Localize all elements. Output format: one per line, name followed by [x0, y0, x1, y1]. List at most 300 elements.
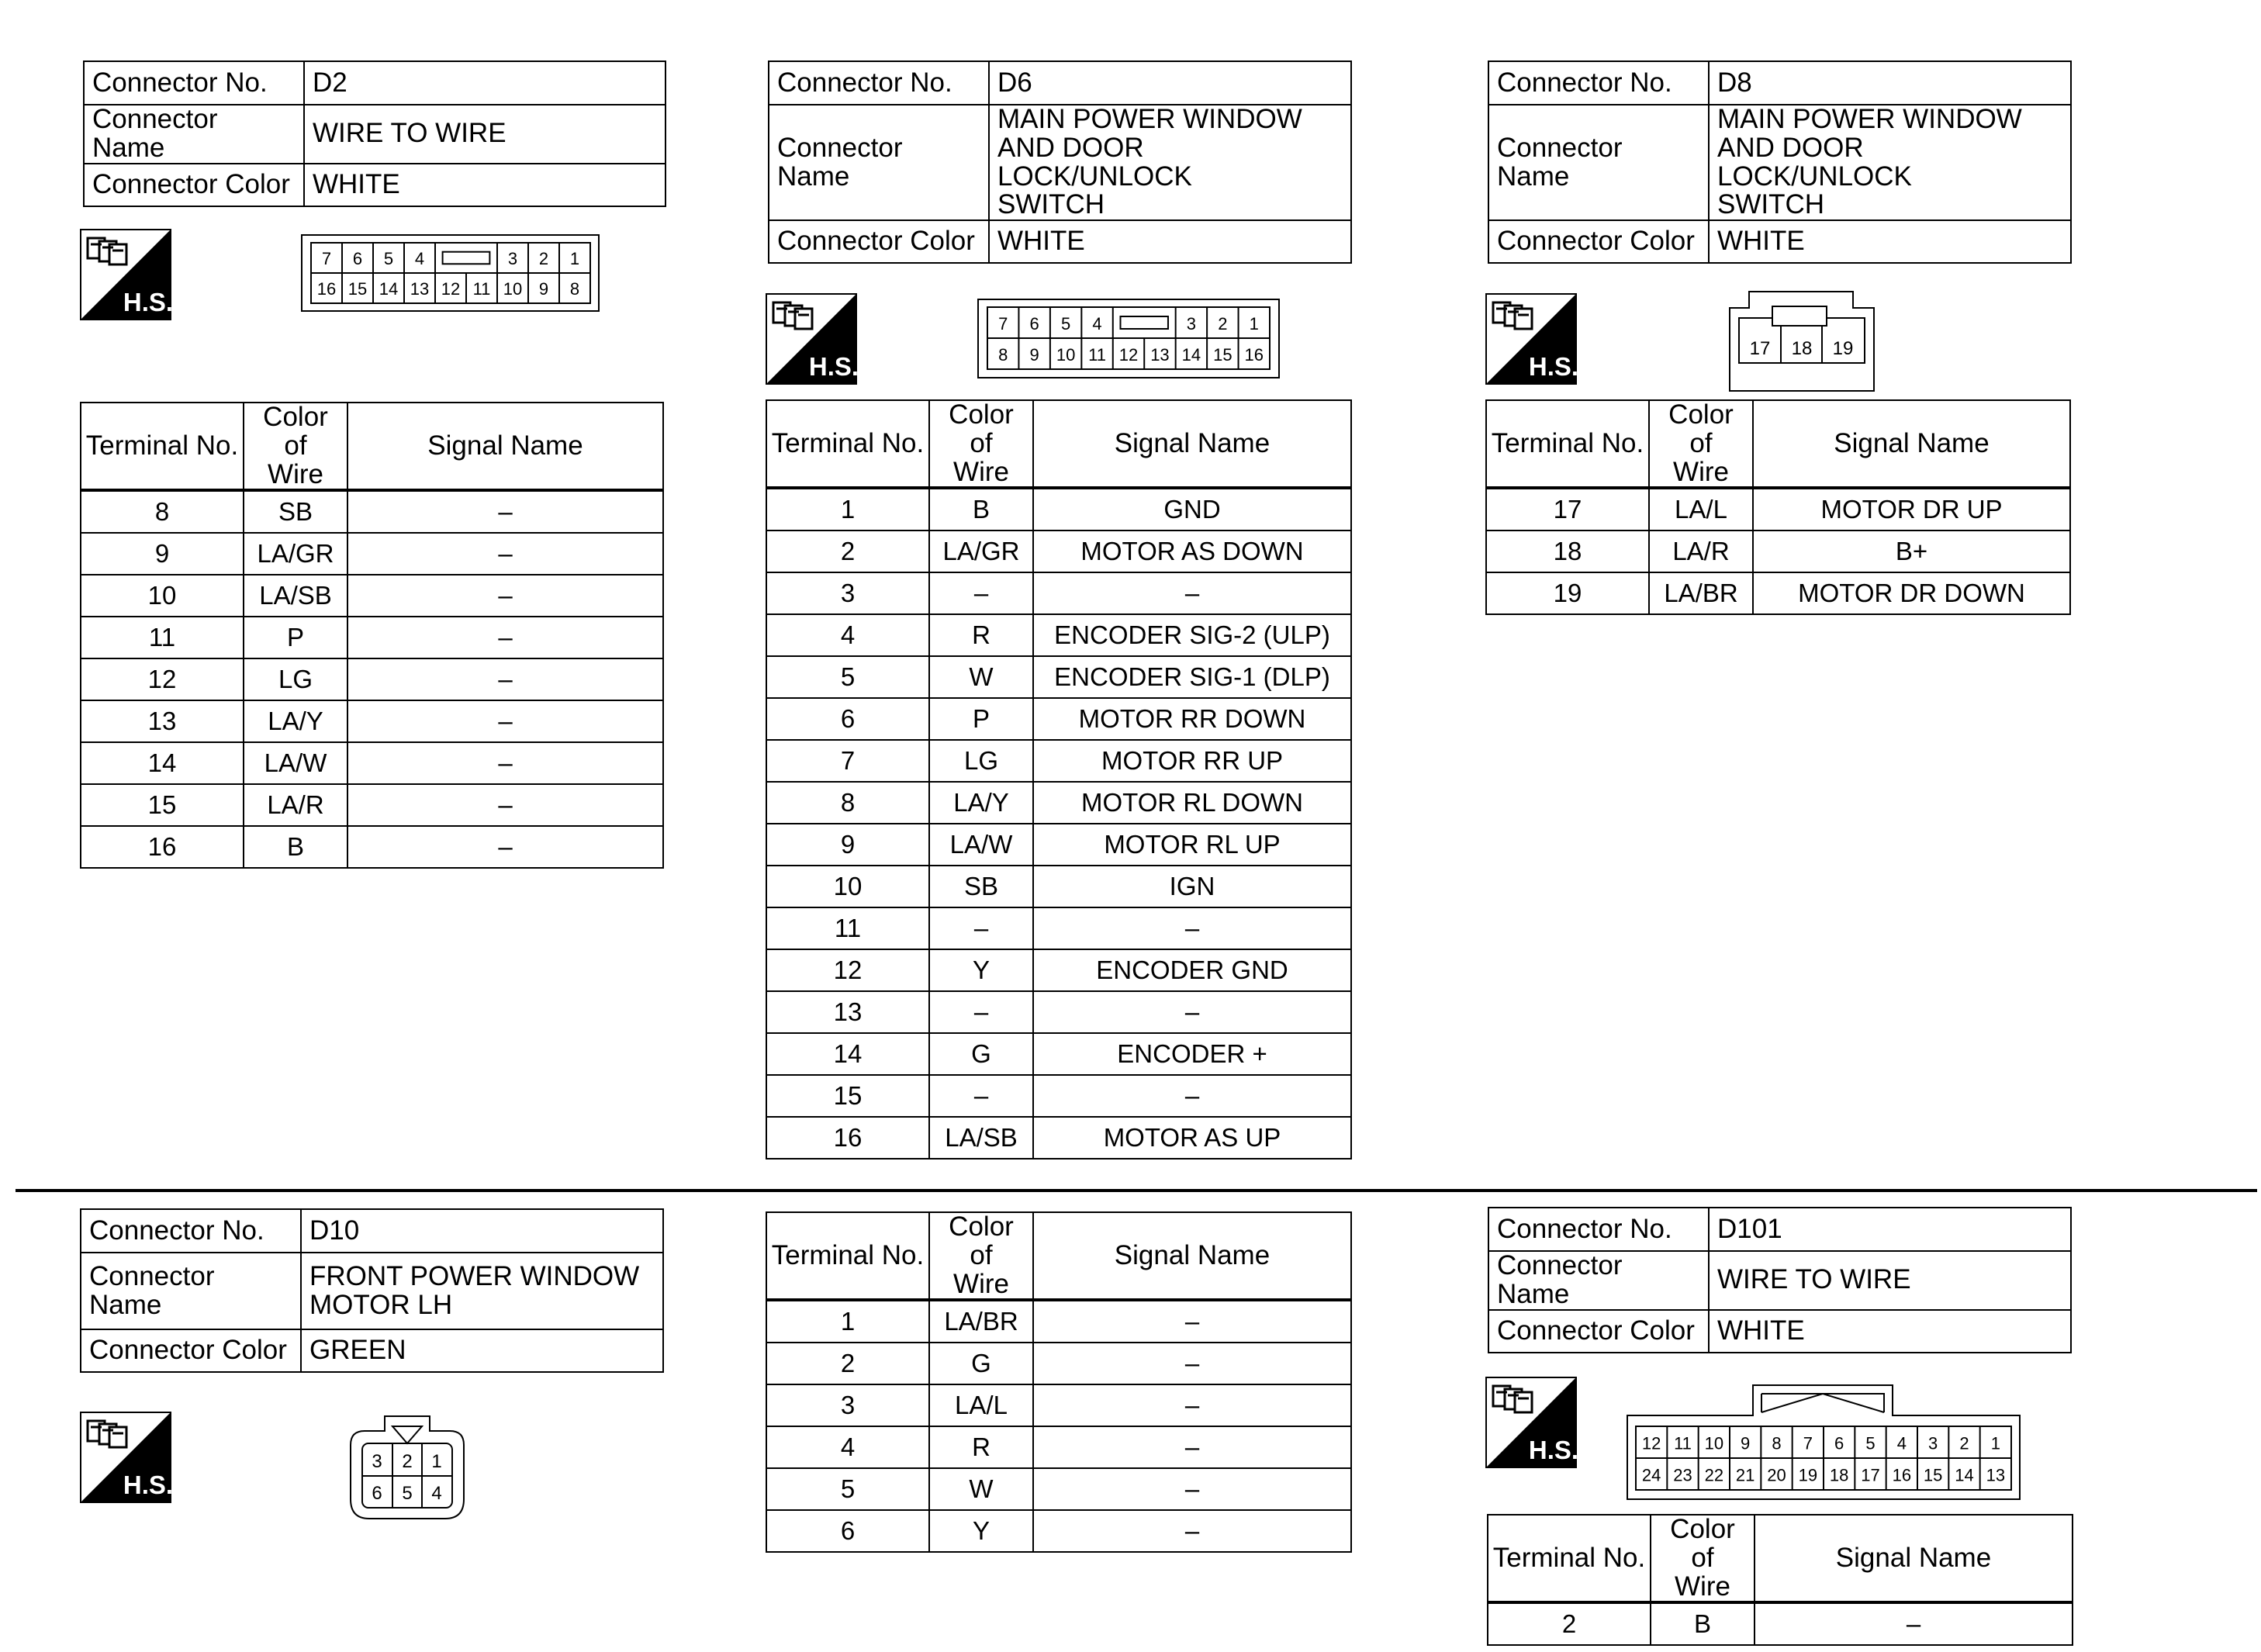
- connector-color-label: Connector Color: [1488, 1310, 1709, 1353]
- terminal-no-cell: 4: [766, 614, 929, 656]
- wire-color-cell: LA/W: [929, 824, 1033, 866]
- wire-color-cell: –: [929, 907, 1033, 949]
- header-wire-color-text: Color of Wire: [949, 399, 1014, 487]
- connector-color-label: Connector Color: [84, 164, 304, 206]
- table-row: [766, 531, 1351, 572]
- table-row: [81, 658, 663, 700]
- pin-label: 4: [1896, 1433, 1907, 1453]
- signal-name-cell: MOTOR RL DOWN: [1033, 782, 1351, 824]
- pin-label: 15: [347, 279, 368, 299]
- pin-label: 18: [1791, 338, 1813, 359]
- pin-label: 7: [1803, 1433, 1813, 1453]
- wire-color-cell: G: [929, 1343, 1033, 1384]
- header-wire-color-text: Color of Wire: [949, 1211, 1014, 1299]
- signal-name-cell: –: [347, 533, 663, 575]
- table-row: [766, 1033, 1351, 1075]
- connector-name-label: Connector Name: [1488, 1251, 1709, 1310]
- connector-face-d101: [1625, 1384, 2022, 1505]
- signal-name-cell: –: [1033, 991, 1351, 1033]
- connector-face-d10: [349, 1415, 467, 1524]
- table-row: [81, 575, 663, 617]
- signal-name-cell: ENCODER GND: [1033, 949, 1351, 991]
- wire-color-cell: Y: [929, 949, 1033, 991]
- pin-label: 8: [1772, 1433, 1782, 1453]
- pin-label: 2: [402, 1451, 413, 1472]
- table-row: [81, 700, 663, 742]
- wire-color-cell: G: [929, 1033, 1033, 1075]
- wire-color-cell: LA/R: [244, 784, 347, 826]
- table-row: [1488, 1602, 2073, 1645]
- table-row: [766, 782, 1351, 824]
- name-line: AND DOOR LOCK/UNLOCK: [1717, 132, 1912, 192]
- terminal-no-cell: 15: [81, 784, 244, 826]
- terminal-no-cell: 16: [81, 826, 244, 868]
- hs-badge: [766, 293, 857, 385]
- terminal-no-cell: 3: [766, 572, 929, 614]
- table-row: [766, 1426, 1351, 1468]
- pin-label: 5: [383, 249, 394, 269]
- header-signal-name: Signal Name: [1033, 400, 1351, 488]
- terminal-rows: [766, 1300, 1351, 1552]
- wire-color-cell: W: [929, 656, 1033, 698]
- wire-color-cell: –: [929, 1075, 1033, 1117]
- table-row: [766, 866, 1351, 907]
- name-line: SWITCH: [997, 189, 1105, 220]
- wire-color-cell: LA/L: [1649, 488, 1753, 531]
- terminal-no-cell: 14: [766, 1033, 929, 1075]
- signal-name-cell: ENCODER +: [1033, 1033, 1351, 1075]
- pin-label: 19: [1832, 338, 1854, 359]
- wire-color-cell: SB: [929, 866, 1033, 907]
- table-row: [766, 698, 1351, 740]
- table-row: [81, 533, 663, 575]
- wire-color-cell: B: [1651, 1602, 1755, 1645]
- terminal-no-cell: 2: [766, 1343, 929, 1384]
- pin-label: 17: [1861, 1465, 1880, 1485]
- table-row: [766, 991, 1351, 1033]
- table-row: [766, 1384, 1351, 1426]
- terminal-table-d8: [1485, 399, 2071, 615]
- signal-name-cell: –: [1755, 1602, 2073, 1645]
- header-terminal-no: Terminal No.: [81, 403, 244, 490]
- wire-color-cell: LA/L: [929, 1384, 1033, 1426]
- wire-color-cell: LA/Y: [244, 700, 347, 742]
- table-row: [766, 572, 1351, 614]
- name-line: FRONT POWER WINDOW: [309, 1260, 640, 1291]
- header-terminal-no: Terminal No.: [766, 400, 929, 488]
- connector-face-d8-svg: [1729, 291, 1875, 392]
- pin-label: 16: [1892, 1465, 1912, 1485]
- wire-color-cell: LA/GR: [929, 531, 1033, 572]
- connector-info-d8: [1488, 60, 2072, 264]
- pin-label: 5: [402, 1483, 413, 1504]
- pin-label: 4: [414, 249, 425, 269]
- connector-color-value: WHITE: [989, 220, 1351, 263]
- signal-name-cell: –: [1033, 1300, 1351, 1343]
- connector-no-value: D6: [989, 61, 1351, 105]
- connector-color-value: WHITE: [304, 164, 666, 206]
- wire-color-cell: P: [929, 698, 1033, 740]
- signal-name-cell: IGN: [1033, 866, 1351, 907]
- terminal-no-cell: 1: [766, 1300, 929, 1343]
- wire-color-cell: –: [929, 991, 1033, 1033]
- pin-label: 3: [507, 249, 518, 269]
- pin-label: 21: [1735, 1465, 1755, 1485]
- connector-face-d101-svg: [1625, 1384, 2022, 1501]
- wire-color-cell: LA/R: [1649, 531, 1753, 572]
- wire-color-cell: W: [929, 1468, 1033, 1510]
- pin-label: 4: [431, 1483, 442, 1504]
- connector-info-d2: [83, 60, 666, 207]
- signal-name-cell: –: [347, 575, 663, 617]
- signal-name-cell: –: [347, 490, 663, 533]
- wire-color-cell: LA/GR: [244, 533, 347, 575]
- pin-label: 5: [1865, 1433, 1876, 1453]
- pin-label: 4: [1092, 313, 1102, 334]
- table-row: [81, 742, 663, 784]
- table-row: [766, 1468, 1351, 1510]
- pin-label: 12: [1641, 1433, 1661, 1453]
- wire-color-cell: B: [929, 488, 1033, 531]
- pin-label: 13: [1986, 1465, 2006, 1485]
- wire-color-cell: R: [929, 1426, 1033, 1468]
- pin-label: 15: [1213, 344, 1232, 365]
- name-line: AND DOOR LOCK/UNLOCK: [997, 132, 1192, 192]
- wire-color-cell: LG: [244, 658, 347, 700]
- pin-label: 20: [1767, 1465, 1786, 1485]
- connector-no-value: D8: [1709, 61, 2071, 105]
- signal-name-cell: –: [1033, 1343, 1351, 1384]
- pin-label: 6: [1834, 1433, 1844, 1453]
- hs-badge: [80, 229, 171, 320]
- pin-label: 14: [379, 279, 399, 299]
- terminal-no-cell: 17: [1486, 488, 1649, 531]
- wire-color-cell: LA/BR: [929, 1300, 1033, 1343]
- signal-name-cell: MOTOR DR DOWN: [1753, 572, 2070, 614]
- connector-name-value: [989, 105, 1351, 220]
- pin-label: 1: [431, 1451, 442, 1472]
- terminal-no-cell: 10: [766, 866, 929, 907]
- signal-name-cell: –: [1033, 1510, 1351, 1552]
- terminal-no-cell: 9: [81, 533, 244, 575]
- header-signal-name: Signal Name: [1755, 1515, 2073, 1602]
- terminal-table-d10: [766, 1211, 1352, 1553]
- table-row: [766, 656, 1351, 698]
- terminal-no-cell: 18: [1486, 531, 1649, 572]
- pin-label: 8: [569, 279, 580, 299]
- header-terminal-no: Terminal No.: [766, 1212, 929, 1300]
- terminal-no-cell: 13: [81, 700, 244, 742]
- wire-color-cell: P: [244, 617, 347, 658]
- connector-no-label: Connector No.: [1488, 1208, 1709, 1251]
- header-wire-color: [929, 400, 1033, 488]
- table-row: [81, 826, 663, 868]
- terminal-no-cell: 8: [766, 782, 929, 824]
- pin-label: 8: [998, 344, 1008, 365]
- connector-name-label: Connector Name: [81, 1253, 301, 1329]
- table-row: [81, 490, 663, 533]
- pin-label: 3: [1186, 313, 1197, 334]
- header-wire-color-text: Color of Wire: [1668, 399, 1734, 487]
- wire-color-cell: LA/BR: [1649, 572, 1753, 614]
- signal-name-cell: –: [1033, 907, 1351, 949]
- signal-name-cell: –: [1033, 1426, 1351, 1468]
- pin-label: 6: [352, 249, 363, 269]
- pin-label: 16: [316, 279, 337, 299]
- pin-label: 23: [1673, 1465, 1692, 1485]
- table-row: [81, 784, 663, 826]
- connector-name-value: [301, 1253, 663, 1329]
- hs-badge: [80, 1412, 171, 1503]
- terminal-no-cell: 6: [766, 698, 929, 740]
- name-line: SWITCH: [1717, 189, 1825, 220]
- connector-no-label: Connector No.: [769, 61, 989, 105]
- table-row: [766, 740, 1351, 782]
- name-line: MOTOR LH: [309, 1289, 453, 1320]
- terminal-rows: [81, 490, 663, 868]
- connector-no-label: Connector No.: [81, 1209, 301, 1253]
- connector-face-d10-svg: [349, 1415, 467, 1520]
- pin-label: 16: [1244, 344, 1264, 365]
- signal-name-cell: ENCODER SIG-2 (ULP): [1033, 614, 1351, 656]
- pin-label: 2: [1959, 1433, 1969, 1453]
- hs-badge: [1485, 1377, 1577, 1468]
- pin-label: 2: [538, 249, 549, 269]
- pin-label: 11: [1088, 344, 1106, 365]
- signal-name-cell: –: [347, 658, 663, 700]
- connector-face-d2: [301, 234, 600, 316]
- section-divider: [16, 1189, 2257, 1192]
- pin-label: 9: [538, 279, 549, 299]
- terminal-no-cell: 16: [766, 1117, 929, 1159]
- pin-label: 1: [1249, 313, 1259, 334]
- name-line: MAIN POWER WINDOW: [997, 104, 1302, 134]
- header-wire-color-text: Color of Wire: [1670, 1514, 1735, 1602]
- terminal-no-cell: 6: [766, 1510, 929, 1552]
- pin-label: 3: [1928, 1433, 1938, 1453]
- signal-name-cell: –: [1033, 1468, 1351, 1510]
- wire-color-cell: –: [929, 572, 1033, 614]
- terminal-no-cell: 12: [766, 949, 929, 991]
- terminal-no-cell: 7: [766, 740, 929, 782]
- terminal-no-cell: 4: [766, 1426, 929, 1468]
- signal-name-cell: MOTOR RR UP: [1033, 740, 1351, 782]
- signal-name-cell: –: [347, 784, 663, 826]
- table-row: [766, 824, 1351, 866]
- connector-info-d10: [80, 1208, 664, 1373]
- terminal-rows: [766, 488, 1351, 1159]
- pin-label: 10: [503, 279, 523, 299]
- wire-color-cell: Y: [929, 1510, 1033, 1552]
- wire-color-cell: R: [929, 614, 1033, 656]
- terminal-rows: [1486, 488, 2070, 614]
- pin-label: 19: [1798, 1465, 1818, 1485]
- terminal-rows: [1488, 1602, 2073, 1645]
- table-row: [766, 907, 1351, 949]
- table-row: [1486, 572, 2070, 614]
- pin-label: 9: [1029, 344, 1039, 365]
- signal-name-cell: –: [347, 742, 663, 784]
- signal-name-cell: MOTOR DR UP: [1753, 488, 2070, 531]
- header-terminal-no: Terminal No.: [1488, 1515, 1651, 1602]
- terminal-no-cell: 11: [766, 907, 929, 949]
- pin-label: 13: [1150, 344, 1170, 365]
- signal-name-cell: MOTOR RL UP: [1033, 824, 1351, 866]
- pin-label: 15: [1923, 1465, 1943, 1485]
- header-wire-color: [929, 1212, 1033, 1300]
- pin-label: 14: [1181, 344, 1201, 365]
- connector-face-d2-svg: [301, 234, 600, 312]
- connector-name-value: WIRE TO WIRE: [1709, 1251, 2071, 1310]
- hs-label: H.S.: [123, 1471, 171, 1499]
- terminal-no-cell: 10: [81, 575, 244, 617]
- table-row: [1486, 488, 2070, 531]
- connector-info-d6: [768, 60, 1352, 264]
- table-row: [766, 949, 1351, 991]
- terminal-no-cell: 2: [766, 531, 929, 572]
- terminal-table-d101: [1487, 1514, 2073, 1646]
- hs-label: H.S.: [808, 352, 857, 381]
- connector-name-label: Connector Name: [1488, 105, 1709, 220]
- pin-label: 9: [1741, 1433, 1751, 1453]
- pin-label: 14: [1955, 1465, 1974, 1485]
- table-row: [766, 1117, 1351, 1159]
- table-row: [766, 1510, 1351, 1552]
- terminal-no-cell: 8: [81, 490, 244, 533]
- connector-no-label: Connector No.: [1488, 61, 1709, 105]
- terminal-no-cell: 9: [766, 824, 929, 866]
- signal-name-cell: ENCODER SIG-1 (DLP): [1033, 656, 1351, 698]
- hs-label: H.S.: [1528, 1436, 1577, 1464]
- connector-face-d6-svg: [977, 299, 1280, 378]
- connector-name-label: Connector Name: [769, 105, 989, 220]
- table-row: [1486, 531, 2070, 572]
- signal-name-cell: MOTOR RR DOWN: [1033, 698, 1351, 740]
- terminal-no-cell: 19: [1486, 572, 1649, 614]
- pin-label: 6: [372, 1483, 382, 1504]
- wire-color-cell: LA/SB: [244, 575, 347, 617]
- signal-name-cell: –: [1033, 572, 1351, 614]
- terminal-no-cell: 1: [766, 488, 929, 531]
- connector-color-label: Connector Color: [1488, 220, 1709, 263]
- connector-name-label: Connector Name: [84, 105, 304, 164]
- connector-color-value: WHITE: [1709, 1310, 2071, 1353]
- table-row: [81, 617, 663, 658]
- pin-label: 7: [321, 249, 332, 269]
- pin-label: 12: [441, 279, 461, 299]
- wire-color-cell: LA/W: [244, 742, 347, 784]
- connector-no-value: D10: [301, 1209, 663, 1253]
- terminal-no-cell: 13: [766, 991, 929, 1033]
- terminal-no-cell: 11: [81, 617, 244, 658]
- terminal-no-cell: 5: [766, 1468, 929, 1510]
- connector-color-label: Connector Color: [769, 220, 989, 263]
- table-row: [766, 1075, 1351, 1117]
- connector-info-d101: [1488, 1207, 2072, 1353]
- terminal-table-d2: [80, 402, 664, 869]
- connector-color-value: WHITE: [1709, 220, 2071, 263]
- terminal-no-cell: 3: [766, 1384, 929, 1426]
- connector-name-value: [1709, 105, 2071, 220]
- connector-color-value: GREEN: [301, 1329, 663, 1372]
- wire-color-cell: LA/Y: [929, 782, 1033, 824]
- terminal-table-d6: [766, 399, 1352, 1160]
- connector-no-value: D101: [1709, 1208, 2071, 1251]
- header-wire-color-text: Color of Wire: [263, 402, 328, 489]
- pin-label: 11: [1674, 1433, 1692, 1453]
- pin-label: 1: [1990, 1433, 2000, 1453]
- pin-label: 3: [372, 1451, 382, 1472]
- pin-label: 24: [1641, 1465, 1661, 1485]
- pin-label: 11: [472, 279, 491, 299]
- wire-color-cell: B: [244, 826, 347, 868]
- pin-label: 7: [998, 313, 1008, 334]
- header-signal-name: Signal Name: [1033, 1212, 1351, 1300]
- signal-name-cell: B+: [1753, 531, 2070, 572]
- pin-label: 12: [1118, 344, 1139, 365]
- signal-name-cell: –: [347, 826, 663, 868]
- pin-label: 13: [410, 279, 430, 299]
- signal-name-cell: –: [1033, 1384, 1351, 1426]
- connector-no-label: Connector No.: [84, 61, 304, 105]
- pin-label: 10: [1056, 344, 1076, 365]
- wire-color-cell: LG: [929, 740, 1033, 782]
- pin-label: 5: [1060, 313, 1071, 334]
- header-signal-name: Signal Name: [1753, 400, 2070, 488]
- pin-label: 22: [1704, 1465, 1724, 1485]
- terminal-no-cell: 15: [766, 1075, 929, 1117]
- terminal-no-cell: 12: [81, 658, 244, 700]
- signal-name-cell: –: [347, 700, 663, 742]
- signal-name-cell: MOTOR AS DOWN: [1033, 531, 1351, 572]
- hs-label: H.S.: [1528, 352, 1577, 381]
- header-wire-color: [1649, 400, 1753, 488]
- hs-label: H.S.: [123, 288, 171, 316]
- name-line: MAIN POWER WINDOW: [1717, 104, 2022, 134]
- hs-badge: [1485, 293, 1577, 385]
- table-row: [766, 1343, 1351, 1384]
- header-wire-color: [244, 403, 347, 490]
- pin-label: 18: [1829, 1465, 1849, 1485]
- wire-color-cell: LA/SB: [929, 1117, 1033, 1159]
- connector-no-value: D2: [304, 61, 666, 105]
- signal-name-cell: –: [1033, 1075, 1351, 1117]
- pin-label: 10: [1704, 1433, 1724, 1453]
- table-row: [766, 488, 1351, 531]
- table-row: [766, 1300, 1351, 1343]
- signal-name-cell: GND: [1033, 488, 1351, 531]
- terminal-no-cell: 14: [81, 742, 244, 784]
- wire-color-cell: SB: [244, 490, 347, 533]
- header-signal-name: Signal Name: [347, 403, 663, 490]
- table-row: [766, 614, 1351, 656]
- terminal-no-cell: 2: [1488, 1602, 1651, 1645]
- connector-color-label: Connector Color: [81, 1329, 301, 1372]
- connector-name-value: WIRE TO WIRE: [304, 105, 666, 164]
- signal-name-cell: MOTOR AS UP: [1033, 1117, 1351, 1159]
- header-terminal-no: Terminal No.: [1486, 400, 1649, 488]
- pin-row: [1750, 338, 1854, 359]
- connector-face-d6: [977, 299, 1280, 382]
- pin-label: 17: [1749, 338, 1771, 359]
- pin-label: 2: [1218, 313, 1228, 334]
- pin-label: 1: [569, 249, 580, 269]
- signal-name-cell: –: [347, 617, 663, 658]
- pin-label: 6: [1029, 313, 1039, 334]
- header-wire-color: [1651, 1515, 1755, 1602]
- connector-face-d8: [1729, 291, 1875, 396]
- terminal-no-cell: 5: [766, 656, 929, 698]
